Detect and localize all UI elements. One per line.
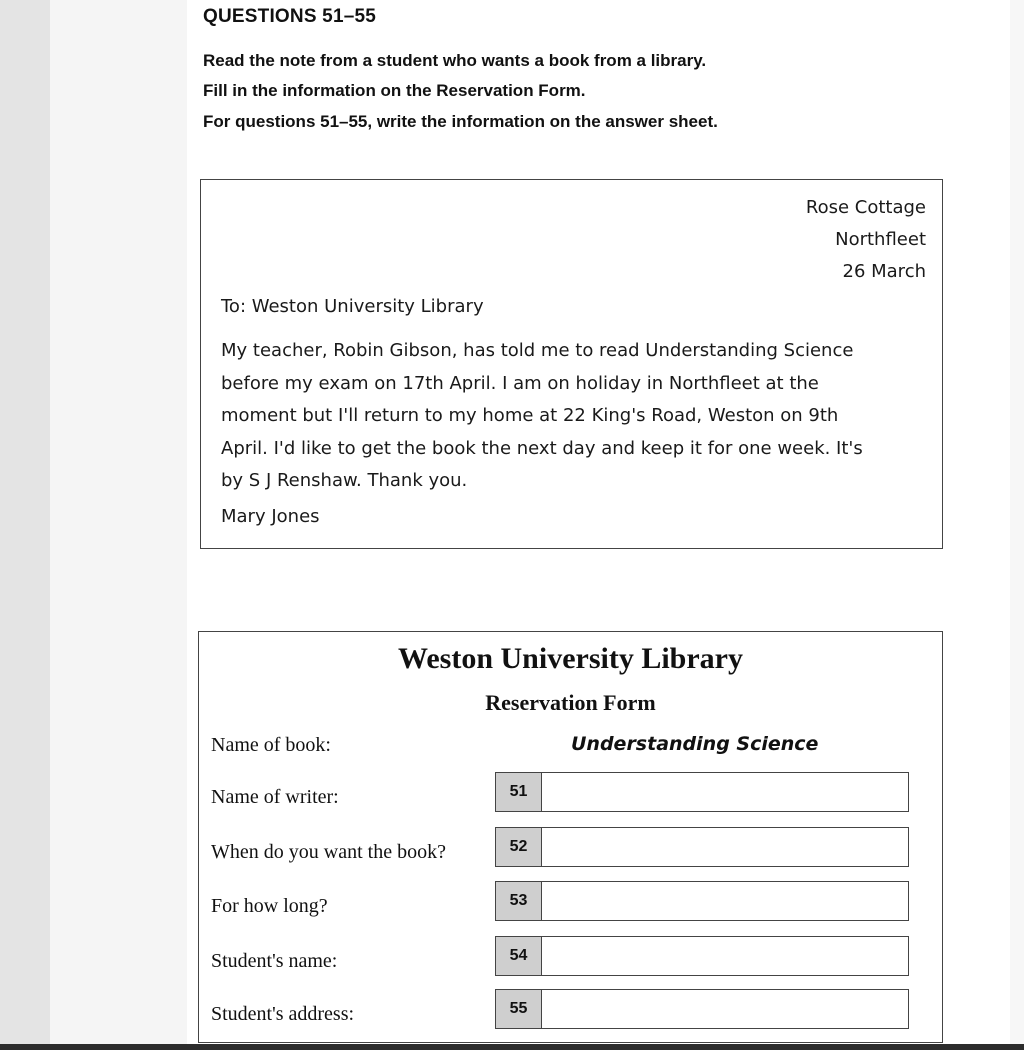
note-body-line: My teacher, Robin Gibson, has told me to read Understanding Science — [221, 340, 854, 361]
note-body-line: moment but I'll return to my home at 22 King's Road, Weston on 9th — [221, 405, 839, 426]
question-label-51: Name of writer: — [211, 786, 339, 808]
viewer-gutter — [0, 0, 50, 1050]
instruction-line-2: Fill in the information on the Reservation Form. — [203, 81, 586, 100]
question-label-53: For how long? — [211, 895, 328, 917]
note-date: 26 March — [842, 261, 926, 282]
question-number: 55 — [496, 990, 542, 1028]
answer-field-54[interactable] — [495, 936, 909, 976]
note-address-line-2: Northfleet — [835, 229, 926, 250]
note-signature: Mary Jones — [221, 506, 320, 527]
note-body-line: April. I'd like to get the book the next day and keep it for one week. It's — [221, 437, 863, 459]
page-margin — [50, 0, 187, 1050]
note-body-line: before my exam on 17th April. I am on holiday in Northfleet at the — [221, 372, 819, 394]
note-body-line: by S J Renshaw. Thank you. — [221, 470, 468, 491]
answer-field-55[interactable] — [495, 989, 909, 1029]
answer-field-51[interactable] — [495, 772, 909, 812]
question-label-52: When do you want the book? — [211, 841, 446, 863]
form-subtitle: Reservation Form — [485, 690, 656, 715]
book-label: Name of book: — [211, 734, 331, 756]
answer-field-52[interactable] — [495, 827, 909, 867]
question-label-54: Student's name: — [211, 950, 338, 972]
student-note — [200, 179, 943, 549]
reservation-form — [198, 631, 943, 1043]
instruction-line-3: For questions 51–55, write the information on the answer sheet. — [203, 112, 718, 131]
note-address-line-1: Rose Cottage — [805, 197, 926, 218]
book-value: Understanding Science — [571, 733, 819, 755]
form-title: Weston University Library — [398, 642, 743, 675]
question-number: 53 — [496, 882, 542, 920]
note-recipient: To: Weston University Library — [221, 296, 484, 317]
question-number: 52 — [496, 828, 542, 866]
page-edge — [1010, 0, 1024, 1050]
question-number: 54 — [496, 937, 542, 975]
instruction-line-1: Read the note from a student who wants a book from a library. — [203, 51, 707, 70]
question-number: 51 — [496, 773, 542, 811]
viewer-bottom-bar — [0, 1044, 1024, 1050]
note-body — [221, 335, 931, 498]
question-label-55: Student's address: — [211, 1003, 355, 1025]
answer-field-53[interactable] — [495, 881, 909, 921]
page-heading: QUESTIONS 51–55 — [203, 6, 377, 27]
